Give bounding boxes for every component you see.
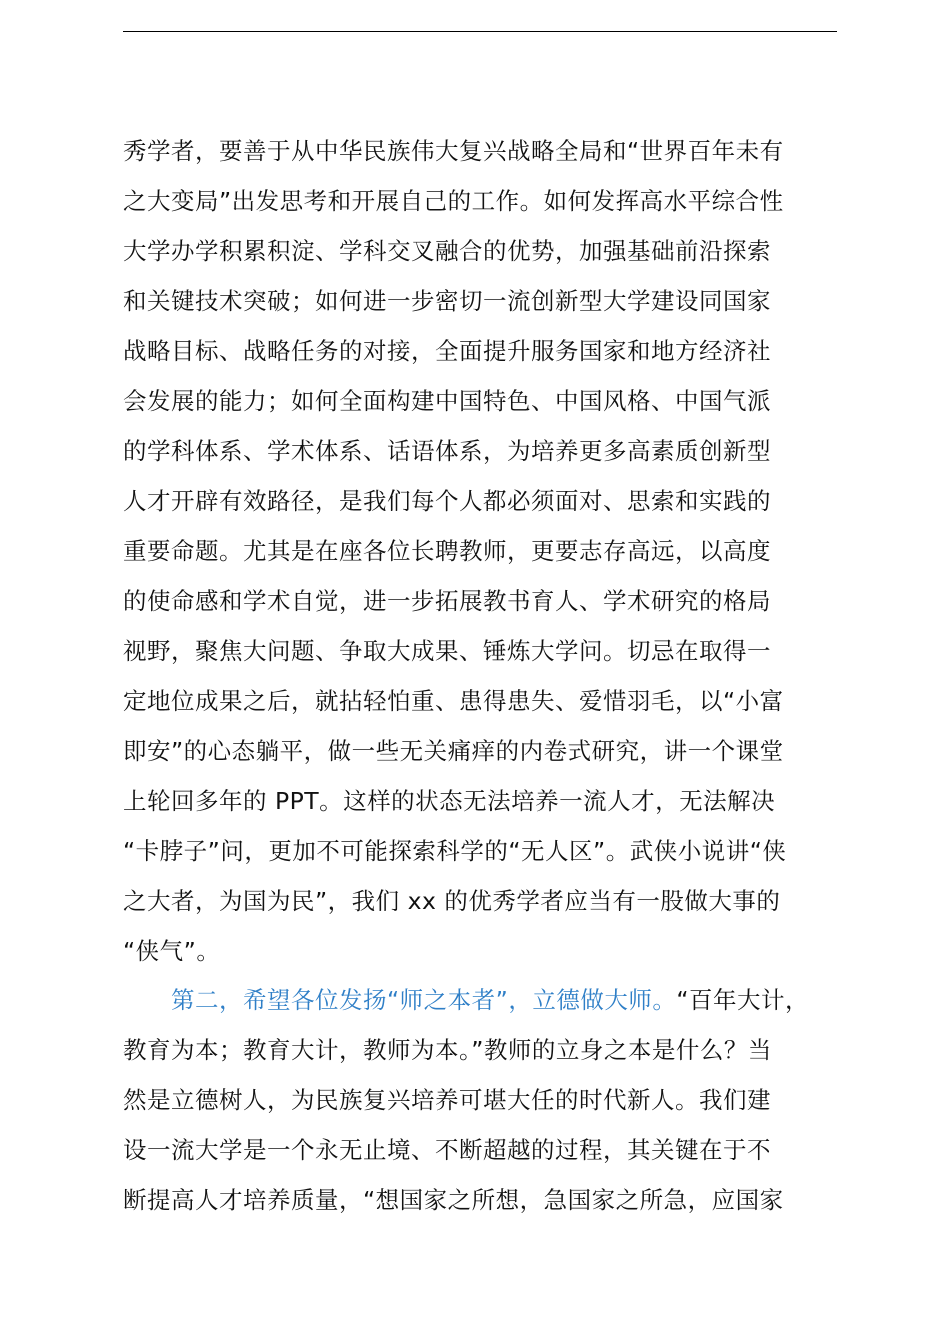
paragraph-1: [123, 126, 863, 976]
text-line: 即安”的心态躺平，做一些无关痛痒的内卷式研究，讲一个课堂: [123, 737, 784, 765]
text-line: 之大变局”出发思考和开展自己的工作。如何发挥高水平综合性: [123, 187, 784, 215]
section-heading: 第二，希望各位发扬“师之本者”，立德做大师。: [171, 986, 677, 1014]
text-line: 定地位成果之后，就拈轻怕重、患得患失、爱惜羽毛，以“小富: [123, 687, 784, 715]
text-line: 战略目标、战略任务的对接，全面提升服务国家和地方经济社: [123, 337, 771, 365]
text-line: 视野，聚焦大问题、争取大成果、锤炼大学问。切忌在取得一: [123, 637, 771, 665]
text-line: “侠气”。: [123, 937, 221, 965]
text-line: 秀学者，要善于从中华民族伟大复兴战略全局和“世界百年未有: [123, 137, 784, 165]
text-segment: “百年大计，: [676, 986, 810, 1014]
text-line: 教育为本；教育大计，教师为本。”教师的立身之本是什么？当: [123, 1036, 772, 1064]
text-line: 人才开辟有效路径，是我们每个人都必须面对、思索和实践的: [123, 487, 771, 515]
text-line: 大学办学积累积淀、学科交叉融合的优势，加强基础前沿探索: [123, 237, 771, 265]
text-line: 设一流大学是一个永无止境、不断超越的过程，其关键在于不: [123, 1136, 771, 1164]
header-rule: [123, 31, 837, 32]
text-line: 的使命感和学术自觉，进一步拓展教书育人、学术研究的格局: [123, 587, 771, 615]
text-line: 会发展的能力；如何全面构建中国特色、中国风格、中国气派: [123, 387, 771, 415]
text-line: 之大者，为国为民”，我们 xx 的优秀学者应当有一股做大事的: [123, 887, 781, 915]
text-line: 然是立德树人，为民族复兴培养可堪大任的时代新人。我们建: [123, 1086, 771, 1114]
paragraph-2-first-line: [123, 975, 863, 1025]
paragraph-2: [123, 975, 863, 1225]
text-line: 和关键技术突破；如何进一步密切一流创新型大学建设同国家: [123, 287, 771, 315]
text-line: “卡脖子”问，更加不可能探索科学的“无人区”。武侠小说讲“侠: [123, 837, 787, 865]
text-line: 重要命题。尤其是在座各位长聘教师，更要志存高远，以高度: [123, 537, 771, 565]
text-line: 的学科体系、学术体系、话语体系，为培养更多高素质创新型: [123, 437, 771, 465]
text-line: 上轮回多年的 PPT。这样的状态无法培养一流人才，无法解决: [123, 787, 776, 815]
text-line: 断提高人才培养质量，“想国家之所想，急国家之所急，应国家: [123, 1186, 784, 1214]
